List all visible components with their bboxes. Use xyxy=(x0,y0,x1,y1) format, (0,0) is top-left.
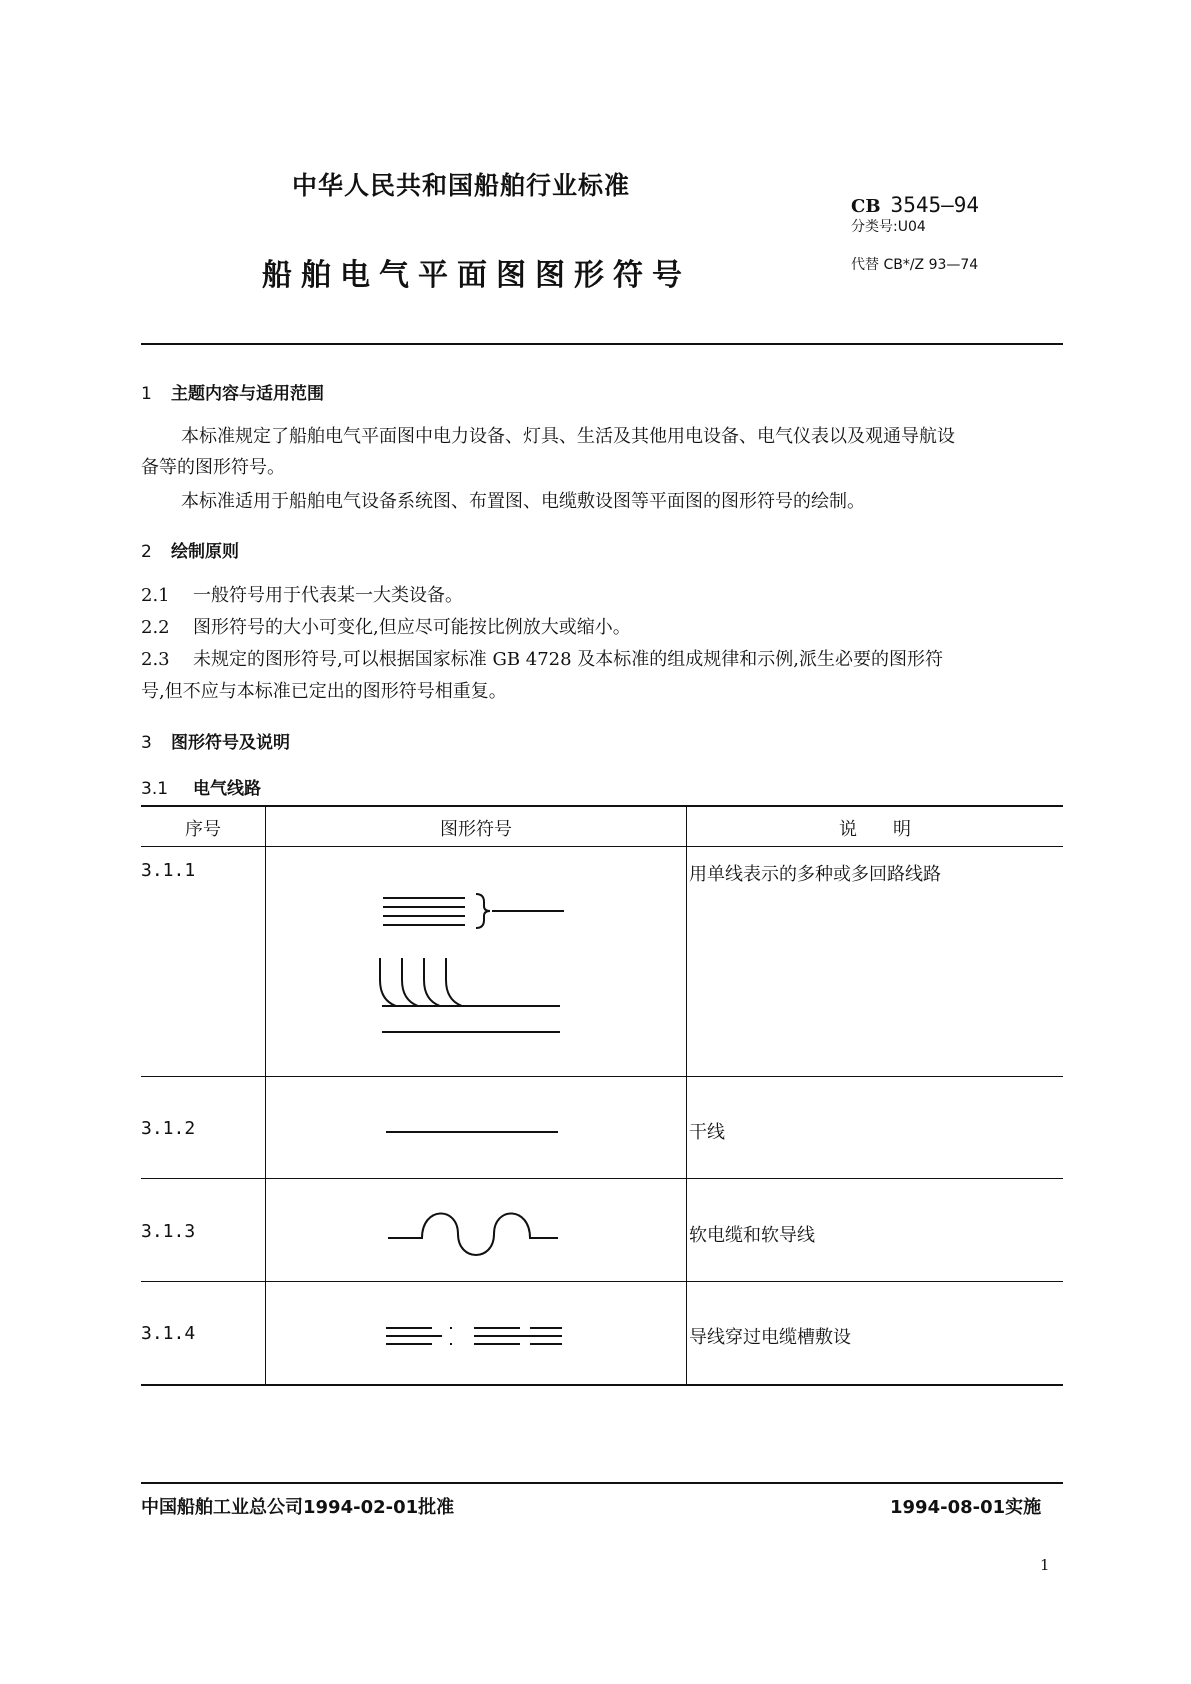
document-title: 船舶电气平面图图形符号 xyxy=(262,258,691,293)
standard-prefix: CB xyxy=(851,196,881,217)
flexible-cable-symbol xyxy=(380,1210,560,1260)
clause-text: 未规定的图形符号,可以根据国家标准 GB 4728 及本标准的组成规律和示例,派生必要的图形符 xyxy=(193,649,944,670)
section-number: 1 xyxy=(141,384,152,404)
section-2-heading xyxy=(141,537,239,562)
table-top-rule xyxy=(141,805,1063,807)
section-title: 主题内容与适用范围 xyxy=(171,384,324,404)
clause-2-3-continued: 号,但不应与本标准已定出的图形符号相重复。 xyxy=(141,681,507,702)
table-row-rule xyxy=(141,1281,1063,1282)
paragraph-line: 备等的图形符号。 xyxy=(141,457,285,478)
clause-number: 2.3 xyxy=(141,649,170,670)
row-number: 3.1.1 xyxy=(141,860,196,881)
footer-rule xyxy=(141,1482,1063,1484)
clause-number: 2.2 xyxy=(141,617,170,638)
table-bottom-rule xyxy=(141,1384,1063,1386)
standard-number: 3545—94 xyxy=(890,193,980,217)
clause-text: 一般符号用于代表某一大类设备。 xyxy=(193,585,463,606)
row-number: 3.1.4 xyxy=(141,1323,196,1344)
row-description: 干线 xyxy=(689,1122,725,1143)
section-1-heading xyxy=(141,379,324,404)
row-number: 3.1.3 xyxy=(141,1221,196,1242)
row-description: 导线穿过电缆槽敷设 xyxy=(689,1327,851,1348)
row-description: 软电缆和软导线 xyxy=(689,1225,815,1246)
multi-line-wiring-symbol xyxy=(370,880,570,1040)
replaces-standard: 代替 CB*/Z 93—74 xyxy=(851,257,979,273)
paragraph-line: 本标准规定了船舶电气平面图中电力设备、灯具、生活及其他用电设备、电气仪表以及观通导航设 xyxy=(181,426,955,447)
table-column-rule xyxy=(686,806,687,1385)
table-header-rule xyxy=(141,846,1063,847)
header-number: 序号 xyxy=(185,819,221,840)
row-description: 用单线表示的多种或多回路线路 xyxy=(689,864,941,885)
standard-category-title: 中华人民共和国船舶行业标准 xyxy=(292,171,631,200)
table-row-rule xyxy=(141,1178,1063,1179)
clause-text: 图形符号的大小可变化,但应尽可能按比例放大或缩小。 xyxy=(193,617,631,638)
header-rule xyxy=(141,343,1063,345)
clause-2-3 xyxy=(141,644,943,675)
section-3-heading xyxy=(141,728,290,753)
clause-number: 2.1 xyxy=(141,585,170,606)
section-1-paragraph-1 xyxy=(141,421,1071,483)
section-1-paragraph-2: 本标准适用于船舶电气设备系统图、布置图、电缆敷设图等平面图的图形符号的绘制。 xyxy=(181,491,865,512)
standard-code xyxy=(851,193,979,217)
section-title: 图形符号及说明 xyxy=(171,733,290,753)
cable-trough-wiring-symbol xyxy=(380,1322,570,1352)
row-number: 3.1.2 xyxy=(141,1118,196,1139)
section-title: 绘制原则 xyxy=(171,542,239,562)
header-symbol: 图形符号 xyxy=(440,819,512,840)
clause-2-2 xyxy=(141,612,631,643)
section-number: 3.1 xyxy=(141,779,169,799)
section-number: 2 xyxy=(141,542,152,562)
main-line-symbol xyxy=(380,1120,560,1140)
approval-statement: 中国船舶工业总公司1994-02-01批准 xyxy=(141,1497,455,1518)
classification-number: 分类号:U04 xyxy=(851,219,926,235)
page-number: 1 xyxy=(1040,1556,1050,1574)
header-description: 说 明 xyxy=(839,819,911,840)
section-number: 3 xyxy=(141,733,152,753)
table-row-rule xyxy=(141,1076,1063,1077)
section-title: 电气线路 xyxy=(193,779,261,799)
effective-date: 1994-08-01实施 xyxy=(890,1497,1042,1518)
table-column-rule xyxy=(265,806,266,1385)
clause-2-1 xyxy=(141,580,463,611)
subsection-3-1-heading xyxy=(141,774,261,799)
